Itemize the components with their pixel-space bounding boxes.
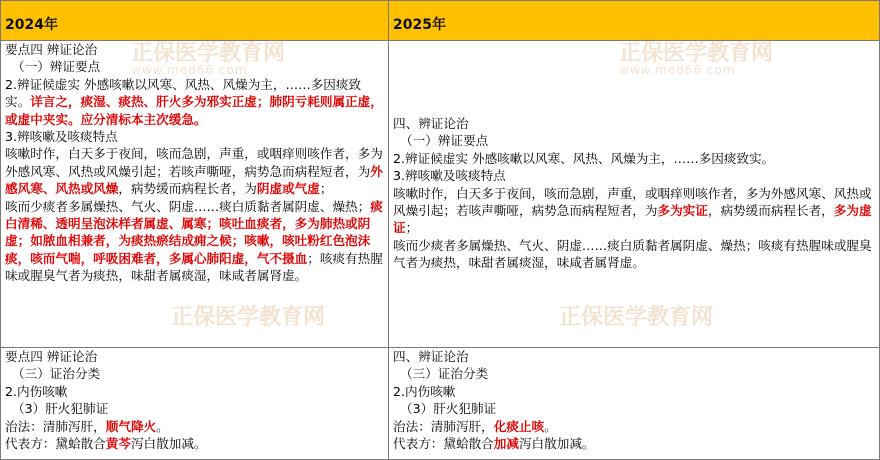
paragraph [5, 435, 384, 452]
paragraph [393, 435, 875, 452]
watermark: 正保医学教育网 www.med66.com [619, 41, 774, 78]
row2-2024-content [5, 348, 384, 452]
text-run: ，病势缓而病程长者，为 [118, 181, 257, 197]
paragraph [5, 418, 384, 435]
text-run: 2.内伤咳嗽 [393, 383, 456, 399]
text-run: （一）辨证要点 [400, 133, 489, 149]
watermark: 正保医学教育网 [559, 305, 714, 330]
text-run: 治法：清肺泻肝， [5, 418, 106, 434]
row2-2025-cell [388, 347, 880, 460]
text-run: （三）证治分类 [12, 366, 101, 382]
text-run: 。 [544, 418, 557, 434]
text-run: 咳而少痰者多属燥热、气火、阴虚……痰白质黏者属阴虚、燥热； [5, 198, 371, 214]
paragraph [393, 383, 875, 400]
paragraph [393, 365, 875, 382]
header-2025: 2025年 [388, 0, 880, 41]
paragraph [5, 128, 384, 145]
paragraph [5, 365, 384, 382]
highlighted-text: 顺气降火 [105, 418, 157, 434]
text-run: 四、辨证论治 [393, 116, 469, 131]
row1-2025-cell [388, 40, 880, 348]
paragraph [5, 76, 384, 128]
header-2024: 2024年 [0, 0, 389, 41]
text-run: 四、辨证论治 [393, 349, 469, 364]
paragraph [5, 383, 384, 400]
highlighted-text: 多为虚证 [393, 203, 872, 236]
text-run: 2.内伤咳嗽 [5, 383, 68, 399]
watermark: 正保医学教育网 [171, 305, 326, 330]
paragraph [5, 41, 384, 58]
paragraph [5, 58, 384, 75]
highlighted-text: 详言之，痰湿、痰热、肝火多为邪实正虚；肺阴亏耗则属正虚，或虚中夹实。应分清标本主次缓急。 [5, 94, 383, 127]
row1-2025-content [393, 41, 875, 272]
text-run: 泻白散加减。 [130, 436, 207, 452]
highlighted-text: 外感风寒、风热或风燥 [5, 163, 383, 197]
highlighted-text: 痰白清稀、透明呈泡沫样者属虚、属寒；咳吐血痰者，多为肺热或阴虚；如脓血相兼者，为痰热瘀结成痈之候；咳嗽，咳吐粉红色泡沫痰，咳而气喘，呼吸困难者，多属心肺阳虚，气不摄血 [5, 198, 383, 266]
text-run: ，病势缓而病程长者， [707, 203, 834, 219]
paragraph [393, 185, 875, 237]
text-run: （一）辨证要点 [12, 59, 101, 75]
highlighted-text: 化痰止咳 [493, 418, 545, 434]
row1-2024-content [5, 41, 384, 285]
text-run: 咳嗽时作，白天多于夜间，咳而急剧，声重，或咽痒则咳作者，多为外感风寒、风热或风燥引起；若咳声嘶哑，病势急而病程短者，为 [5, 146, 383, 179]
highlighted-text: 黄芩 [105, 436, 131, 452]
text-run: 要点四 辨证论治 [5, 42, 98, 57]
row2-2024-cell [0, 347, 389, 460]
text-run: 代表方：黛蛤散合 [5, 436, 106, 452]
text-run: 治法：清肺泻肝， [393, 418, 494, 434]
text-run: 2.辨证候虚实 外感咳嗽以风寒、风热、风燥为主，……多因痰致实。 [5, 76, 362, 110]
paragraph [393, 237, 875, 272]
paragraph [5, 198, 384, 285]
text-run: 3.辨咳嗽及咳痰特点 [5, 129, 118, 145]
paragraph [393, 348, 875, 365]
watermark: 正保医学教育网 www.med66.com [131, 41, 286, 78]
text-run: ； [319, 181, 333, 197]
text-run: （3）肝火犯肺证 [12, 401, 109, 417]
text-run: 咳而少痰者多属燥热、气火、阴虚……痰白质黏者属阴虚、燥热；咳痰有热腥味或腥臭气者为痰热，味甜者属痰湿，味咸者属肾虚。 [393, 237, 872, 271]
highlighted-text: 加减 [493, 436, 519, 452]
text-run: 3.辨咳嗽及咳痰特点 [393, 168, 506, 184]
text-run: （3）肝火犯肺证 [400, 401, 497, 417]
paragraph [393, 150, 875, 167]
highlighted-text: 多为实证 [657, 203, 708, 219]
paragraph [5, 400, 384, 417]
paragraph [5, 348, 384, 365]
text-run: 代表方：黛蛤散合 [393, 436, 494, 452]
row1-2024-cell [0, 40, 389, 348]
text-run: ； [405, 220, 419, 236]
text-run: （三）证治分类 [400, 366, 489, 382]
paragraph [393, 400, 875, 417]
text-run: 泻白散加减。 [518, 436, 595, 452]
paragraph [5, 145, 384, 197]
highlighted-text: 阴虚或气虚 [256, 181, 320, 197]
row2-2025-content [393, 348, 875, 452]
text-run: ；咳痰有热腥味或腥臭气者为痰热，味甜者属痰湿，味咸者属肾虚。 [5, 250, 383, 284]
text-run: 咳嗽时作，白天多于夜间，咳而急剧，声重，或咽痒则咳作者，多为外感风寒、风热或风燥引起；若咳声嘶哑，病势急而病程短者，为 [393, 185, 872, 219]
paragraph [393, 115, 875, 132]
text-run: 2.辨证候虚实 外感咳嗽以风寒、风热、风燥为主，……多因痰致实。 [393, 150, 775, 166]
text-run: 。 [156, 418, 169, 434]
text-run: 要点四 辨证论治 [5, 349, 98, 364]
paragraph [393, 418, 875, 435]
paragraph [393, 132, 875, 149]
paragraph [393, 167, 875, 184]
